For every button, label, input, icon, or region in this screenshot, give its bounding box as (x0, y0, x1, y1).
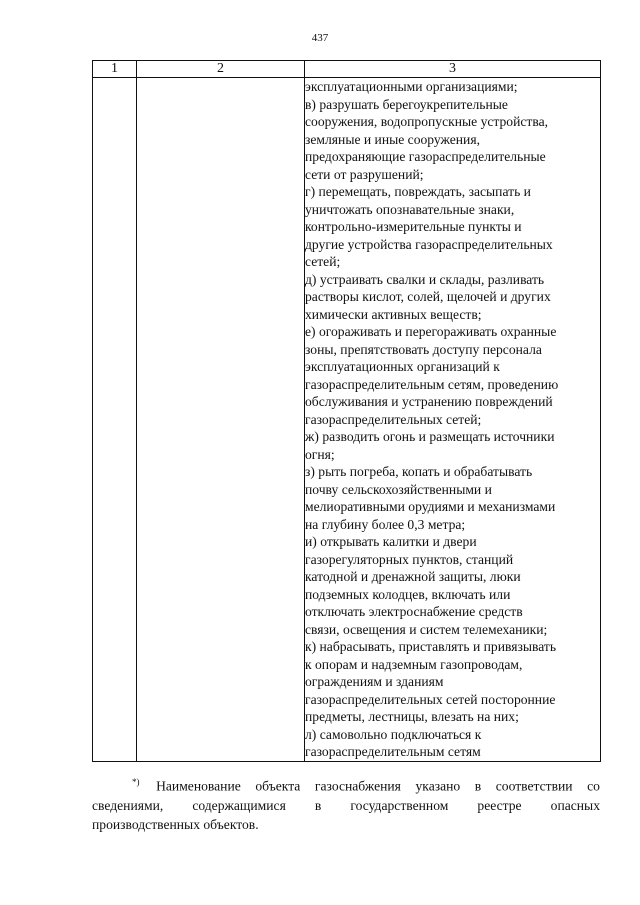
table-text-line: обслуживания и устранению повреждений (305, 394, 553, 409)
table-header-col-1: 1 (93, 61, 137, 78)
footnote-mark: *) (132, 777, 140, 787)
table-header-col-3: 3 (305, 61, 601, 78)
table-text-line: и) открывать калитки и двери (305, 534, 477, 549)
table-text-line: газорегуляторных пунктов, станций (305, 551, 514, 567)
table-text-line: л) самовольно подключаться к (305, 726, 482, 742)
table-text-line: в) разрушать берегоукрепительные (305, 96, 508, 112)
table-text-line: ж) разводить огонь и размещать источники (305, 429, 555, 444)
table-text-line: растворы кислот, солей, щелочей и других (305, 289, 551, 304)
table-text-line: химически активных веществ; (305, 306, 482, 322)
table-text-line: уничтожать опознавательные знаки, (305, 201, 515, 217)
table-text-line: газораспределительным сетям (305, 744, 481, 759)
table-text-line: почву сельскохозяйственными и (305, 481, 492, 497)
table-text-line: газораспределительных сетей посторонние (305, 691, 556, 707)
footnote-line-2: сведениями, содержащимися в государственном реестре опасных (92, 797, 600, 813)
footnote-line-1-text: Наименование объекта газоснабжения указано в соответствии со (156, 778, 600, 794)
table-cell-col-1 (93, 78, 137, 762)
table-text-line: газораспределительных сетей; (305, 411, 482, 427)
table-text-line: газораспределительным сетям, проведению (305, 376, 559, 392)
table-text-line: ограждениям и зданиям (305, 674, 444, 689)
table-cell-col-2 (137, 78, 305, 762)
table-text-line: отключать электроснабжение средств (305, 604, 523, 619)
table-text-line: на глубину более 0,3 метра; (305, 516, 466, 532)
table-text-line: д) устраивать свалки и склады, разливать (305, 271, 545, 287)
table-text-line: мелиоративными орудиями и механизмами (305, 499, 556, 514)
table-text-line: предметы, лестницы, влезать на них; (305, 709, 519, 724)
page-number: 437 (311, 32, 329, 44)
footnote (92, 773, 600, 834)
table-text-line: катодной и дренажной защиты, люки (305, 569, 521, 584)
table-text-line: г) перемещать, повреждать, засыпать и (305, 184, 531, 199)
table-text-line: связи, освещения и систем телемеханики; (305, 621, 548, 637)
table-text-line: з) рыть погреба, копать и обрабатывать (305, 464, 533, 479)
table-text-line: земляные и иные сооружения, (305, 131, 480, 147)
table-text-line: предохраняющие газораспределительные (305, 149, 546, 164)
table-text-line: сети от разрушений; (305, 166, 424, 182)
table-text-line: эксплуатационных организаций к (305, 359, 500, 374)
table-text-line: е) огораживать и перегораживать охранные (305, 324, 557, 339)
footnote-line-1 (92, 773, 600, 796)
table-text-line: к опорам и надземным газопроводам, (305, 656, 523, 672)
table-header-row (93, 61, 601, 78)
table-cell-col-3 (305, 78, 601, 762)
table-text-line: сетей; (305, 254, 341, 269)
content-table (92, 60, 601, 762)
table-text-line: зоны, препятствовать доступу персонала (305, 341, 542, 357)
table-text-line: сооружения, водопропускные устройства, (305, 114, 549, 129)
table-text-line: подземных колодцев, включать или (305, 586, 511, 602)
table-header-col-2: 2 (137, 61, 305, 78)
table-row (93, 78, 601, 762)
table-text-line: эксплуатационными организациями; (305, 79, 518, 94)
table-text-line: огня; (305, 446, 335, 462)
table-text-line: другие устройства газораспределительных (305, 236, 553, 252)
footnote-line-3: производственных объектов. (92, 816, 259, 832)
table-text-line: к) набрасывать, приставлять и привязывать (305, 639, 557, 654)
table-text-line: контрольно-измерительные пункты и (305, 219, 522, 234)
